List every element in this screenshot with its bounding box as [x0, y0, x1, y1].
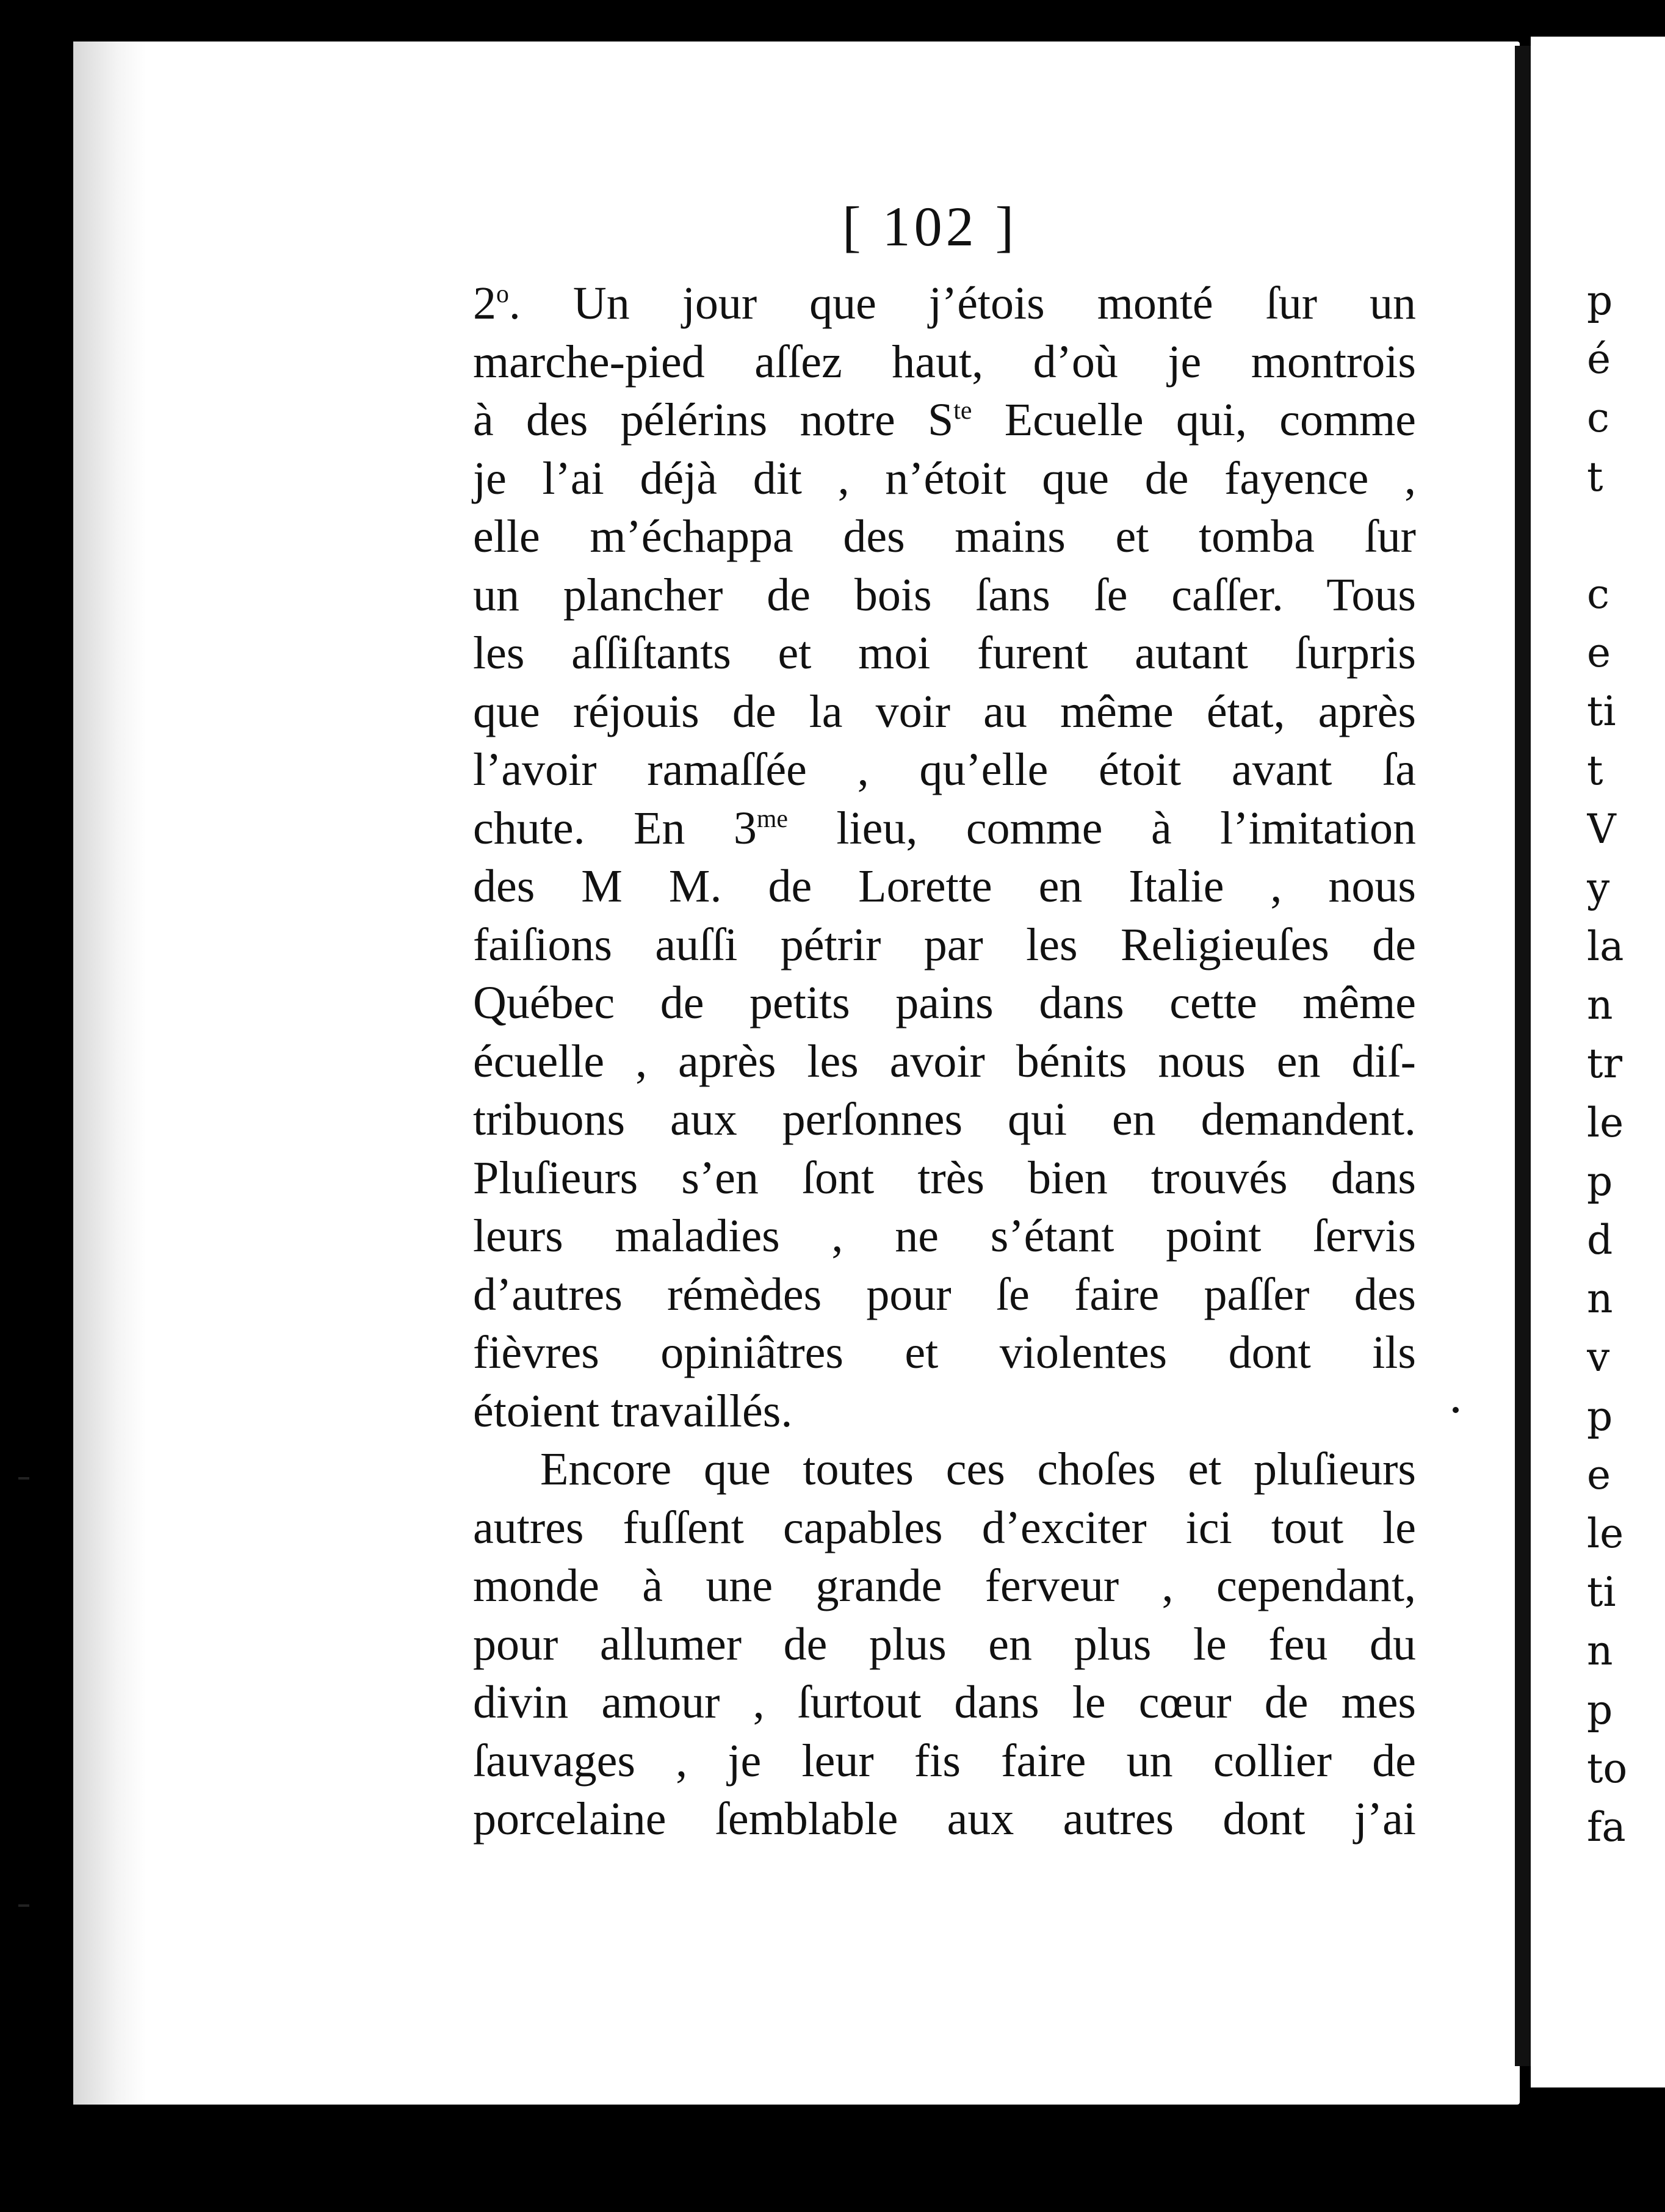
adjacent-page-letters: le — [1587, 1099, 1624, 1146]
adjacent-page-letters: la — [1587, 923, 1624, 970]
scan-mark — [18, 1477, 29, 1480]
adjacent-page-letters: t — [1587, 453, 1603, 501]
adjacent-page-letters: to — [1587, 1744, 1628, 1792]
page-header — [842, 194, 1025, 261]
adjacent-page-letters: y — [1587, 864, 1610, 911]
adjacent-page-letters: le — [1587, 1509, 1624, 1557]
text-line: l’avoir ramaſſée , qu’elle étoit avant ſa — [473, 744, 1416, 795]
ink-speck — [1453, 1407, 1459, 1413]
text-line: que réjouis de la voir au même état, après — [473, 685, 1416, 737]
adjacent-page-letters: t — [1587, 746, 1603, 794]
page-number: [ 102 ] — [842, 195, 1018, 258]
text-line: porcelaine ſemblable aux autres dont j’ai — [473, 1793, 1416, 1845]
scan-mark — [18, 1904, 29, 1907]
text-line: marche-pied aſſez haut, d’où je montrois — [473, 336, 1416, 388]
text-line: chute. En $3^{me}$ lieu, comme à l’imitation — [473, 802, 1416, 854]
text-line: faiſions auſſi pétrir par les Religieuſes de — [473, 919, 1416, 970]
adjacent-page-letters: n — [1587, 1627, 1613, 1675]
adjacent-page-letters — [1587, 507, 1665, 565]
text-line: leurs maladies , ne s’étant point ſervis — [473, 1210, 1416, 1262]
adjacent-page-letters: ti — [1587, 688, 1616, 736]
adjacent-page-letters: n — [1587, 1275, 1613, 1323]
text-line: d’autres rémèdes pour ſe faire paſſer des — [473, 1268, 1416, 1320]
adjacent-page-letters: p — [1587, 277, 1613, 324]
text-line: écuelle , après les avoir bénits nous en diſ- — [473, 1035, 1416, 1087]
text-line: pour allumer de plus en plus le feu du — [473, 1618, 1416, 1670]
text-line: autres fuſſent capables d’exciter ici tout le — [473, 1502, 1416, 1553]
adjacent-page-letters: tr — [1587, 1040, 1623, 1088]
adjacent-page-letters: e — [1587, 1451, 1611, 1498]
text-line: fièvres opiniâtres et violentes dont ils — [473, 1327, 1416, 1378]
text-line: des M M. de Lorette en Italie , nous — [473, 861, 1416, 912]
text-line: un plancher de bois ſans ſe caſſer. Tous — [473, 569, 1416, 621]
text-line: ſauvages , je leur fis faire un collier de — [473, 1735, 1416, 1787]
text-line: elle m’échappa des mains et tomba ſur — [473, 511, 1416, 562]
adjacent-page-letters: v — [1587, 1334, 1610, 1381]
adjacent-page-fragment — [1587, 272, 1665, 1857]
text-line: tribuons aux perſonnes qui en demandent. — [473, 1094, 1416, 1145]
adjacent-page-letters: d — [1587, 1216, 1613, 1263]
page-body-text — [473, 275, 1416, 1849]
text-line: divin amour , ſurtout dans le cœur de mes — [473, 1677, 1416, 1728]
adjacent-page-letters: ti — [1587, 1569, 1616, 1616]
text-line: je l’ai déjà dit , n’étoit que de fayence , — [473, 452, 1416, 504]
adjacent-page-letters: c — [1587, 394, 1609, 442]
adjacent-page-letters: c — [1587, 570, 1609, 618]
adjacent-page-letters: V — [1587, 805, 1616, 853]
book-gutter — [1515, 46, 1531, 2066]
adjacent-page-letters: e — [1587, 629, 1611, 677]
page-edge-shadow — [73, 42, 146, 2105]
text-line: Encore que toutes ces choſes et pluſieurs — [540, 1444, 1416, 1495]
adjacent-page-letters: p — [1587, 1686, 1613, 1733]
text-line: étoient travaillés. — [473, 1385, 793, 1437]
text-line: monde à une grande ferveur , cependant, — [473, 1560, 1416, 1611]
adjacent-page-letters: p — [1587, 1157, 1613, 1205]
text-line: 2$^o$. Un jour que j’étois monté ſur un — [473, 278, 1416, 329]
adjacent-page-letters: p — [1587, 1392, 1613, 1440]
adjacent-page-letters: é — [1587, 336, 1611, 383]
text-line: les aſſiſtants et moi furent autant ſurpris — [473, 627, 1416, 679]
adjacent-page-letters: fa — [1587, 1803, 1626, 1851]
adjacent-page-letters: n — [1587, 981, 1613, 1029]
text-line: Pluſieurs s’en ſont très bien trouvés dans — [473, 1152, 1416, 1204]
text-line: Québec de petits pains dans cette même — [473, 977, 1416, 1028]
text-line: à des pélérins notre $S^{te}$ Ecuelle qui, comme — [473, 394, 1417, 446]
